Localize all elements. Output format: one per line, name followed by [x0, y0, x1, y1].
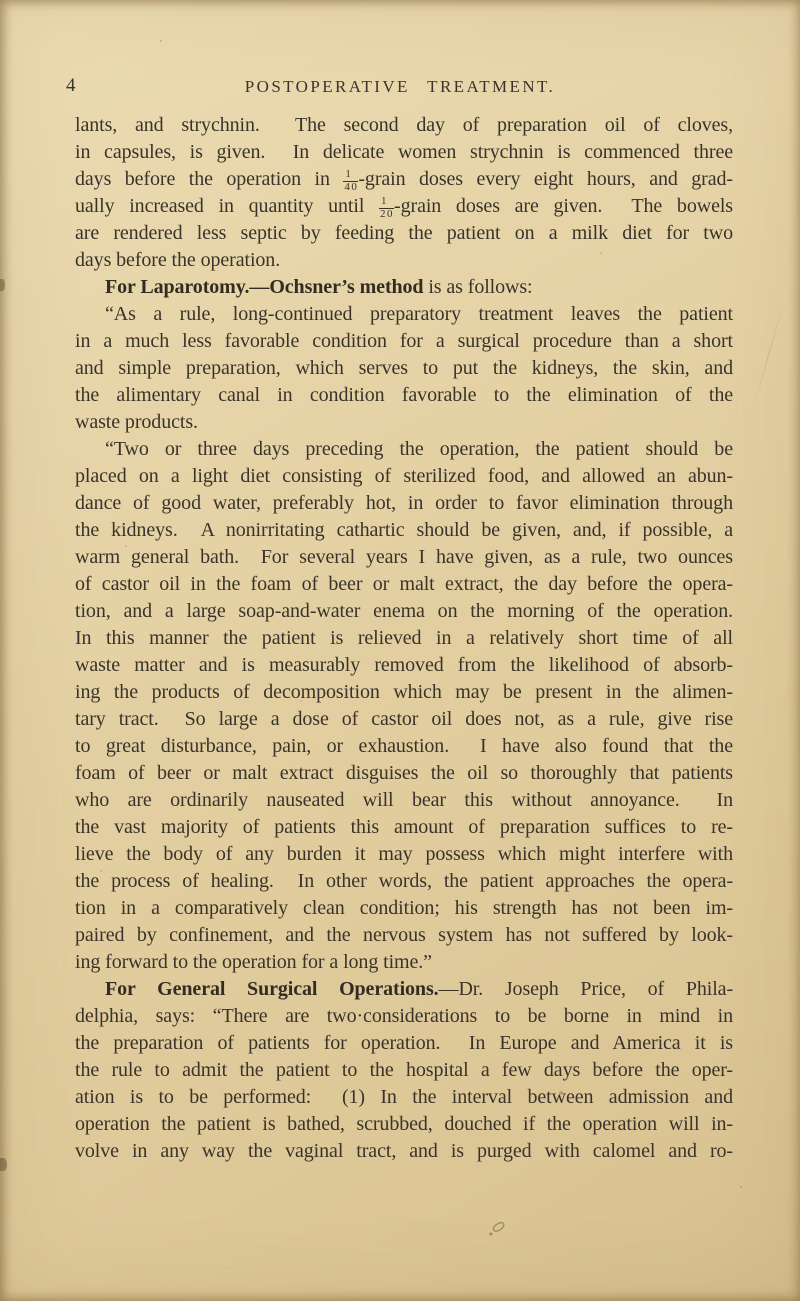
text-run: days before the operation.: [75, 249, 281, 272]
text-run: In this manner the patient is relieved in a relatively short time of all: [75, 627, 733, 650]
running-title: POSTOPERATIVE TREATMENT.: [244, 77, 556, 96]
text-run: of castor oil in the foam of beer or malt extract, the day before the opera-: [75, 573, 733, 596]
text-run: ually increased in quantity until: [75, 195, 380, 218]
text-line: [75, 463, 733, 490]
text-run: dance of good water, preferably hot, in order to favor elimination through: [75, 492, 733, 515]
text-run: days before the operation in: [75, 168, 344, 190]
text-run: lants, and strychnin. The second day of preparation oil of cloves,: [75, 114, 733, 136]
text-run: ation is to be performed: (1) In the interval between admission and: [75, 1086, 733, 1109]
text-run: and simple preparation, which serves to put the kidneys, the skin, and: [75, 357, 733, 380]
text-line: [75, 706, 733, 733]
text-line: [75, 247, 733, 274]
text-run: the rule to admit the patient to the hospital a few days before the oper-: [75, 1059, 733, 1082]
text-run: the kidneys. A nonirritating cathartic should be given, and, if possible, a: [75, 519, 733, 542]
text-run: —Dr. Joseph Price, of Phila-: [438, 978, 734, 1001]
text-line: [75, 679, 733, 706]
text-line: [75, 949, 733, 976]
text-line: [75, 1138, 733, 1165]
text-line: [75, 976, 733, 1003]
text-line: [75, 571, 733, 598]
text-line: [75, 139, 733, 166]
text-line: [75, 598, 733, 625]
text-line: [75, 193, 733, 220]
fraction: $\frac{1}{20}$: [380, 195, 395, 220]
text-run: “As a rule, long-continued preparatory treatment leaves the patient: [105, 303, 733, 326]
text-line: [75, 787, 733, 814]
ink-smudge: [491, 1220, 506, 1233]
text-run: the alimentary canal in condition favorable to the elimination of the: [75, 384, 733, 407]
text-line: [75, 544, 733, 571]
text-run: ing forward to the operation for a long time.”: [75, 951, 432, 974]
text-line: [75, 274, 733, 301]
text-line: [75, 490, 733, 517]
text-line: [75, 166, 733, 193]
text-line: [75, 220, 733, 247]
text-line: [75, 355, 733, 382]
text-run: “Two or three days preceding the operation, the patient should be: [105, 438, 733, 461]
text-line: [75, 328, 733, 355]
text-line: [75, 1003, 733, 1030]
text-run: is as follows:: [423, 276, 533, 299]
text-run: tion, and a large soap-and-water enema on the morning of the operation.: [75, 600, 733, 623]
page-edge-mark: [0, 1158, 7, 1171]
bold-run: For Laparotomy.—Ochsner’s method: [105, 276, 424, 299]
text-line: [75, 1030, 733, 1057]
text-line: [75, 409, 733, 436]
text-line: [75, 895, 733, 922]
text-line: [75, 382, 733, 409]
page-edge-mark: [0, 279, 5, 291]
text-run: volve in any way the vaginal tract, and is purged with calomel and ro-: [75, 1140, 733, 1163]
text-run: paired by confinement, and the nervous system has not suffered by look-: [75, 924, 733, 947]
text-line: [75, 1057, 733, 1084]
text-run: in a much less favorable condition for a surgical procedure than a short: [75, 330, 733, 353]
text-run: the preparation of patients for operation. In Europe and America it is: [75, 1032, 733, 1055]
text-line: [75, 814, 733, 841]
text-run: tion in a comparatively clean condition; his strength has not been im-: [75, 897, 733, 920]
text-line: [75, 841, 733, 868]
text-line: [75, 112, 733, 139]
text-run: waste products.: [75, 411, 198, 434]
text-line: [75, 733, 733, 760]
text-run: are rendered less septic by feeding the patient on a milk diet for two: [75, 222, 733, 245]
text-line: [75, 868, 733, 895]
text-run: lieve the body of any burden it may possess which might interfere with: [75, 843, 733, 866]
text-line: [75, 301, 733, 328]
text-line: [75, 1084, 733, 1111]
text-line: [75, 1111, 733, 1138]
text-run: warm general bath. For several years I have given, as a rule, two ounces: [75, 546, 733, 569]
text-block: [75, 112, 733, 1165]
text-run: placed on a light diet consisting of sterilized food, and allowed an abun-: [75, 465, 733, 488]
text-run: the process of healing. In other words, the patient approaches the opera-: [75, 870, 733, 893]
text-run: who are ordinarily nauseated will bear this without annoyance. In: [75, 789, 733, 812]
text-line: [75, 652, 733, 679]
text-run: ing the products of decomposition which may be present in the alimen-: [75, 681, 733, 704]
text-line: [75, 625, 733, 652]
text-run: the vast majority of patients this amount of preparation suffices to re-: [75, 816, 733, 839]
text-line: [75, 517, 733, 544]
text-line: [75, 436, 733, 463]
text-run: to great disturbance, pain, or exhaustion. I have also found that the: [75, 735, 733, 758]
text-run: waste matter and is measurably removed from the likelihood of absorb-: [75, 654, 733, 677]
paper-crease: [753, 302, 784, 408]
text-run: foam of beer or malt extract disguises the oil so thoroughly that patients: [75, 762, 733, 785]
text-run: -grain doses every eight hours, and grad-: [358, 168, 733, 190]
text-line: [75, 760, 733, 787]
paper-specks: [160, 40, 162, 42]
text-run: operation the patient is bathed, scrubbed, douched if the operation will in-: [75, 1113, 733, 1136]
bold-run: For General Surgical Operations.: [105, 978, 439, 1001]
text-run: in capsules, is given. In delicate women strychnin is commenced three: [75, 141, 733, 163]
text-line: [75, 922, 733, 949]
page-number: 4: [66, 75, 76, 96]
text-run: -grain doses are given. The bowels: [394, 195, 733, 218]
text-run: delphia, says: “There are two·considerations to be borne in mind in: [75, 1005, 733, 1028]
text-run: tary tract. So large a dose of castor oil does not, as a rule, give rise: [75, 708, 733, 731]
fraction: $\frac{1}{40}$: [344, 168, 359, 193]
